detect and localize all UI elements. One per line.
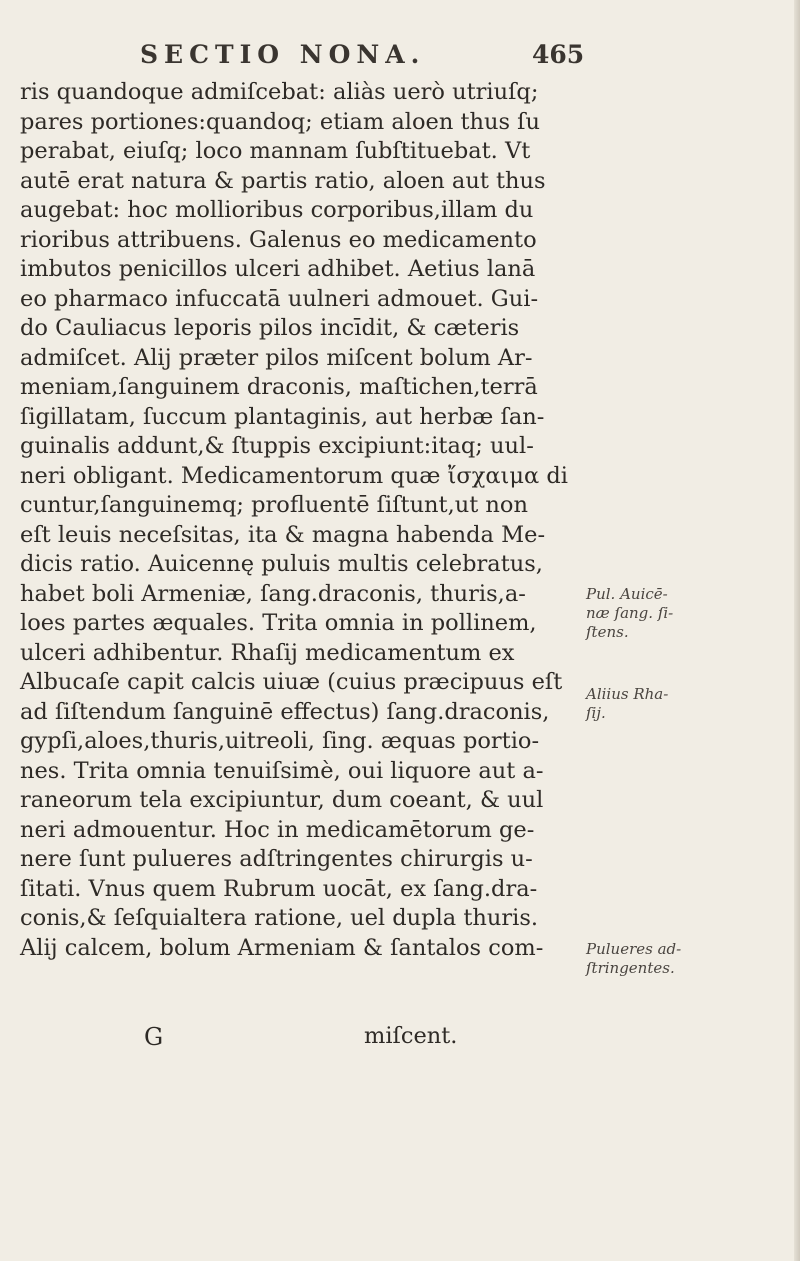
text-line: eſt leuis neceſsitas, ita & magna habenda Me- — [20, 521, 546, 548]
text-line: cuntur,ſanguinemq; profluentē ſiſtunt,ut non — [20, 492, 528, 518]
margin-note-line: ſtens. — [586, 623, 629, 641]
margin-note — [586, 940, 796, 978]
text-line: dicis ratio. Auicennę puluis multis celebratus, — [20, 551, 543, 577]
text-line: loes partes æquales. Trita omnia in pollinem, — [20, 610, 537, 636]
text-line: Albucaſe capit calcis uiuæ (cuius præcipuus eſt — [20, 669, 563, 695]
margin-note-line: ſtringentes. — [586, 959, 675, 977]
text-line: ſitati. Vnus quem Rubrum uocāt, ex ſang.dra- — [20, 875, 538, 902]
text-line: nere ſunt pulueres adſtringentes chirurgis u- — [20, 846, 533, 872]
page-number: 465 — [532, 40, 585, 69]
body-text — [20, 78, 610, 963]
catchword: miſcent. — [364, 1023, 458, 1049]
text-line: ſigillatam, ſuccum plantaginis, aut herbæ ſan- — [20, 403, 545, 430]
margin-note-line: næ ſang. ſi- — [586, 604, 674, 622]
signature-mark: G — [144, 1023, 164, 1051]
text-line: augebat: hoc mollioribus corporibus,illam du — [20, 197, 534, 223]
margin-note-line: Pul. Auicē- — [586, 585, 668, 603]
text-line: ulceri adhibentur. Rhaſij medicamentum ex — [20, 639, 515, 666]
text-line: eo pharmaco infuccatā uulneri admouet. Gui- — [20, 285, 539, 312]
text-line: raneorum tela excipiuntur, dum coeant, & uul — [20, 787, 544, 813]
text-line: Alij calcem, bolum Armeniam & ſantalos com- — [20, 934, 544, 961]
text-line: neri admouentur. Hoc in medicamētorum ge- — [20, 816, 535, 843]
text-line: ad ſiſtendum ſanguinē effectus) ſang.draconis, — [20, 698, 550, 725]
text-line: pares portiones:quandoq; etiam aloen thus ſu — [20, 108, 541, 135]
text-line: guinalis addunt,& ſtuppis excipiunt:itaq; uul- — [20, 433, 534, 459]
text-line: meniam,ſanguinem draconis, maſtichen,terrā — [20, 374, 538, 400]
text-line: admiſcet. Alij præter pilos miſcent bolum Ar- — [20, 344, 533, 371]
margin-note-line: Pulueres ad- — [586, 940, 682, 958]
text-line: do Cauliacus leporis pilos incīdit, & cæteris — [20, 315, 520, 341]
text-line: neri obligant. Medicamentorum quæ ἴσχαιμα di — [20, 462, 568, 489]
text-line: autē erat natura & partis ratio, aloen aut thus — [20, 167, 546, 194]
text-line: perabat, eiuſq; loco mannam ſubſtituebat. Vt — [20, 138, 531, 164]
running-head: SECTIO NONA. — [140, 40, 426, 69]
margin-note — [586, 585, 796, 642]
text-line: habet boli Armeniæ, ſang.draconis, thuris,a- — [20, 580, 526, 607]
text-line: ris quandoque admiſcebat: aliàs uerò utriuſq; — [20, 79, 539, 105]
margin-note-line: ſij. — [586, 704, 606, 722]
margin-note-line: Aliius Rha- — [586, 685, 669, 703]
text-line: rioribus attribuens. Galenus eo medicamento — [20, 226, 537, 253]
text-line: nes. Trita omnia tenuiſsimè, oui liquore aut a- — [20, 757, 544, 784]
margin-note — [586, 685, 796, 723]
page-header — [140, 40, 620, 76]
text-line: gypſi,aloes,thuris,uitreoli, ſing. æquas portio- — [20, 728, 540, 754]
text-line: imbutos penicillos ulceri adhibet. Aetius lanā — [20, 256, 536, 282]
page-footer — [20, 1023, 610, 1055]
text-line: conis,& ſeſquialtera ratione, uel dupla thuris. — [20, 905, 539, 931]
